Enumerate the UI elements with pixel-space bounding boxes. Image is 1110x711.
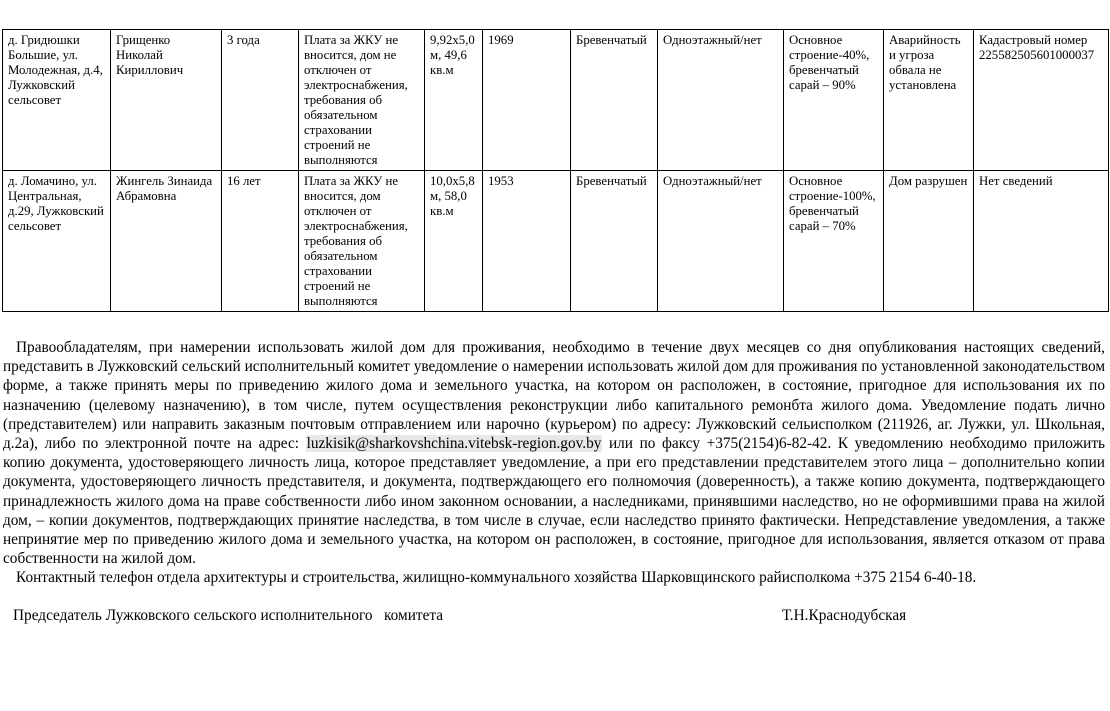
cell-dimensions: 10,0х5,8 м, 58,0 кв.м bbox=[425, 171, 483, 312]
contact-paragraph: Контактный телефон отдела архитектуры и строительства, жилищно-коммунального хозяйства Шарковщинского райисполкома +375 2154 6-40-18. bbox=[16, 569, 977, 587]
table-row bbox=[3, 30, 1109, 171]
cell-utilities: Плата за ЖКУ не вносится, дом не отключен от электроснабжения, требования об обязательном страховании строений не выполняются bbox=[299, 30, 425, 171]
signature-name: Т.Н.Краснодубская bbox=[782, 606, 907, 624]
cell-address: д. Ломачино, ул. Центральная, д.29, Лужковский сельсовет bbox=[3, 171, 111, 312]
document-page bbox=[0, 29, 1110, 711]
cell-hazard: Аварийность и угроза обвала не установлена bbox=[884, 30, 974, 171]
signature-line bbox=[0, 606, 1110, 626]
cell-condition: Основное строение-100%, бревенчатый сарай – 70% bbox=[784, 171, 884, 312]
cell-year: 1953 bbox=[483, 171, 571, 312]
cell-owner: Жингель Зинаида Абрамовна bbox=[111, 171, 222, 312]
cell-dimensions: 9,92х5,0 м, 49,6 кв.м bbox=[425, 30, 483, 171]
notice-block bbox=[3, 338, 1105, 588]
cell-storeys: Одноэтажный/нет bbox=[658, 30, 784, 171]
cell-material: Бревенчатый bbox=[571, 171, 658, 312]
cell-owner: Грищенко Николай Кириллович bbox=[111, 30, 222, 171]
cell-cadastral: Кадастровый номер 225582505601000037 bbox=[974, 30, 1109, 171]
cell-condition: Основное строение-40%, бревенчатый сарай – 90% bbox=[784, 30, 884, 171]
email-link[interactable]: luzkisik@sharkovshchina.vitebsk-region.gov.by bbox=[306, 435, 602, 453]
cell-year: 1969 bbox=[483, 30, 571, 171]
legal-paragraph bbox=[3, 338, 1105, 568]
cell-address: д. Гридюшки Большие, ул. Молодежная, д.4, Лужковский сельсовет bbox=[3, 30, 111, 171]
notice-text-after-email: или по факсу +375(2154)6-82-42. К уведомлению необходимо приложить копию документа, удостоверяющего личность лица, которое представляет уведомление, а при его представлении представителем этого лица – дополнительно копии документа, удостоверяющего личность представителя, и документа, подтверждающего его полномочия (доверенность), а также копию документа, подтверждающего принадлежность жилого дома на праве собственности либо ином законном основании, а наследниками, принявшими наследство, но не оформившими права на жилой дом, – копии документов, подтверждающих принятие наследства, в том числе в случае, если наследство принято фактически. Непредставление уведомления, а также непринятие мер по приведению жилого дома и земельного участка, на котором он расположен, в состояние, пригодное для использования, является отказом от права собственности на жилой дом. bbox=[3, 435, 1105, 568]
cell-material: Бревенчатый bbox=[571, 30, 658, 171]
cell-cadastral: Нет сведений bbox=[974, 171, 1109, 312]
cell-period: 3 года bbox=[222, 30, 299, 171]
cell-utilities: Плата за ЖКУ не вносится, дом отключен от электроснабжения, требования об обязательном страховании строений не выполняются bbox=[299, 171, 425, 312]
table-row bbox=[3, 171, 1109, 312]
signature-title: Председатель Лужковского сельского исполнительного комитета bbox=[13, 606, 444, 624]
cell-hazard: Дом разрушен bbox=[884, 171, 974, 312]
cell-period: 16 лет bbox=[222, 171, 299, 312]
cell-storeys: Одноэтажный/нет bbox=[658, 171, 784, 312]
notice-text-before-email: Правообладателям, при намерении использовать жилой дом для проживания, необходимо в течение двух месяцев со дня опубликования настоящих сведений, представить в Лужковский сельский исполнительный комитет уведомление о намерении использовать жилой дом для проживания по установленной законодательством форме, а также принять меры по приведению жилого дома и земельного участка, на котором он расположен, в состояние, пригодное для использования их по назначению (целевому назначению), в том числе, путем осуществления реконструкции либо капитального ремонбта жилого дома. Уведомление подать лично (представителем) или направить заказным почтовым отправлением или нарочно (курьером) по адресу: Лужковский сельисполком (211926, аг. Лужки, ул. Школьная, д.2а), либо по электронной почте на адрес: bbox=[3, 339, 1105, 453]
property-table bbox=[2, 29, 1109, 312]
